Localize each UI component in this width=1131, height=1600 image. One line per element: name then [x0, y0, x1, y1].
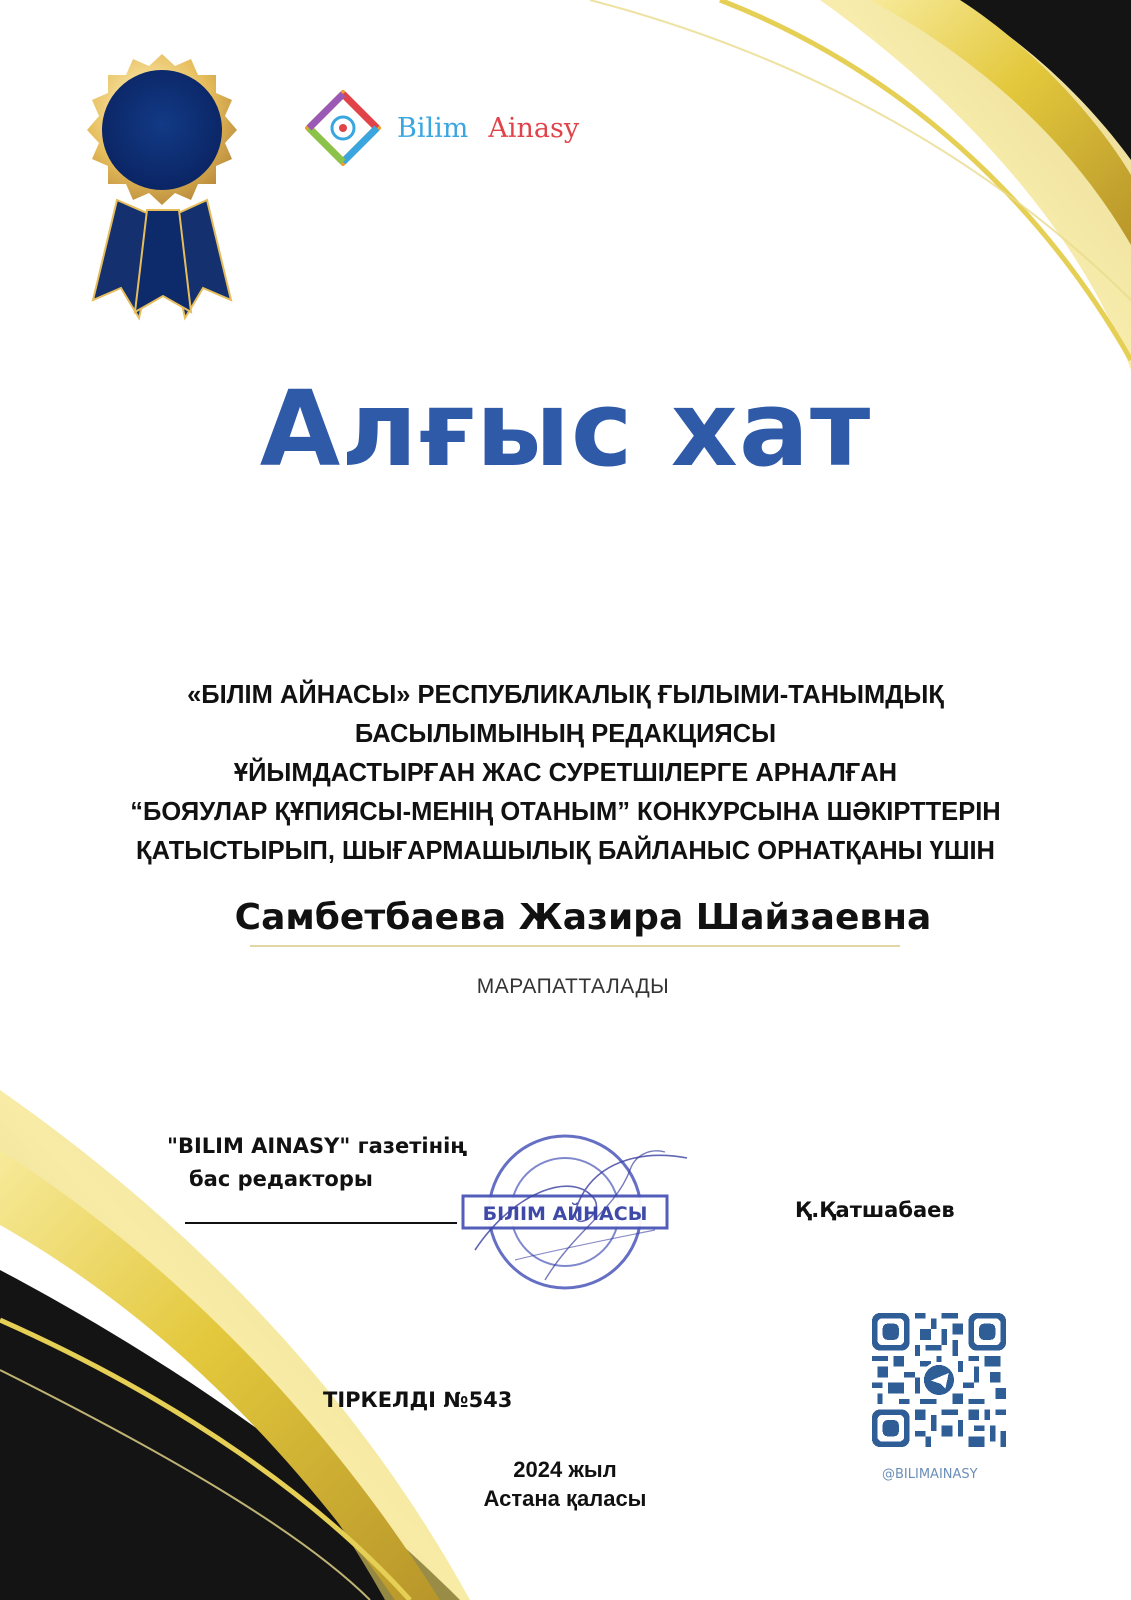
body-line: ҰЙЫМДАСТЫРҒАН ЖАС СУРЕТШІЛЕРГЕ АРНАЛҒАН	[233, 759, 898, 787]
issue-place-date	[465, 1455, 665, 1513]
brand-logo	[305, 90, 579, 166]
editor-title	[167, 1130, 467, 1196]
editor-title-line-2: бас редакторы	[189, 1167, 373, 1191]
certificate-body	[40, 676, 1091, 871]
registration-number: ТІРКЕЛДІ №543	[323, 1388, 513, 1412]
logo-word-bilim: Bilim	[397, 112, 469, 144]
recipient-underline	[250, 945, 900, 947]
logo-mark-icon	[305, 90, 381, 166]
qr-code-icon	[872, 1313, 1006, 1447]
issue-year: 2024 жыл	[513, 1457, 617, 1482]
recipient-name: Самбетбаева Жазира Шайзаевна	[234, 897, 932, 938]
logo-word-ainasy: Ainasy	[488, 112, 580, 144]
stamp-text: БІЛІМ АЙНАСЫ	[482, 1203, 648, 1225]
body-line: “БОЯУЛАР ҚҰПИЯСЫ-МЕНІҢ ОТАНЫМ” КОНКУРСЫНА ШӘКІРТТЕРІН	[130, 798, 1001, 826]
body-line: ҚАТЫСТЫРЫП, ШЫҒАРМАШЫЛЫҚ БАЙЛАНЫС ОРНАТҚАНЫ ҮШІН	[136, 837, 995, 865]
certificate-title: Алғыс хат	[259, 368, 872, 490]
medal-center	[102, 70, 222, 190]
official-stamp-icon	[455, 1130, 695, 1300]
award-medal-icon	[55, 50, 270, 325]
editor-title-line-1: "BILIM AINASY" газетінің	[167, 1134, 468, 1158]
body-line: «БІЛІМ АЙНАСЫ» РЕСПУБЛИКАЛЫҚ ҒЫЛЫМИ-ТАНЫМДЫҚ	[187, 681, 944, 709]
issue-city: Астана қаласы	[483, 1486, 647, 1511]
body-line: БАСЫЛЫМЫНЫҢ РЕДАКЦИЯСЫ	[354, 720, 777, 748]
awarded-label: МАРАПАТТАЛАДЫ	[476, 975, 670, 998]
editor-name: Қ.Қатшабаев	[795, 1198, 955, 1222]
logo-wordmark	[397, 113, 579, 144]
signature-line	[185, 1222, 457, 1224]
social-handle: @BILIMAINASY	[882, 1467, 978, 1482]
